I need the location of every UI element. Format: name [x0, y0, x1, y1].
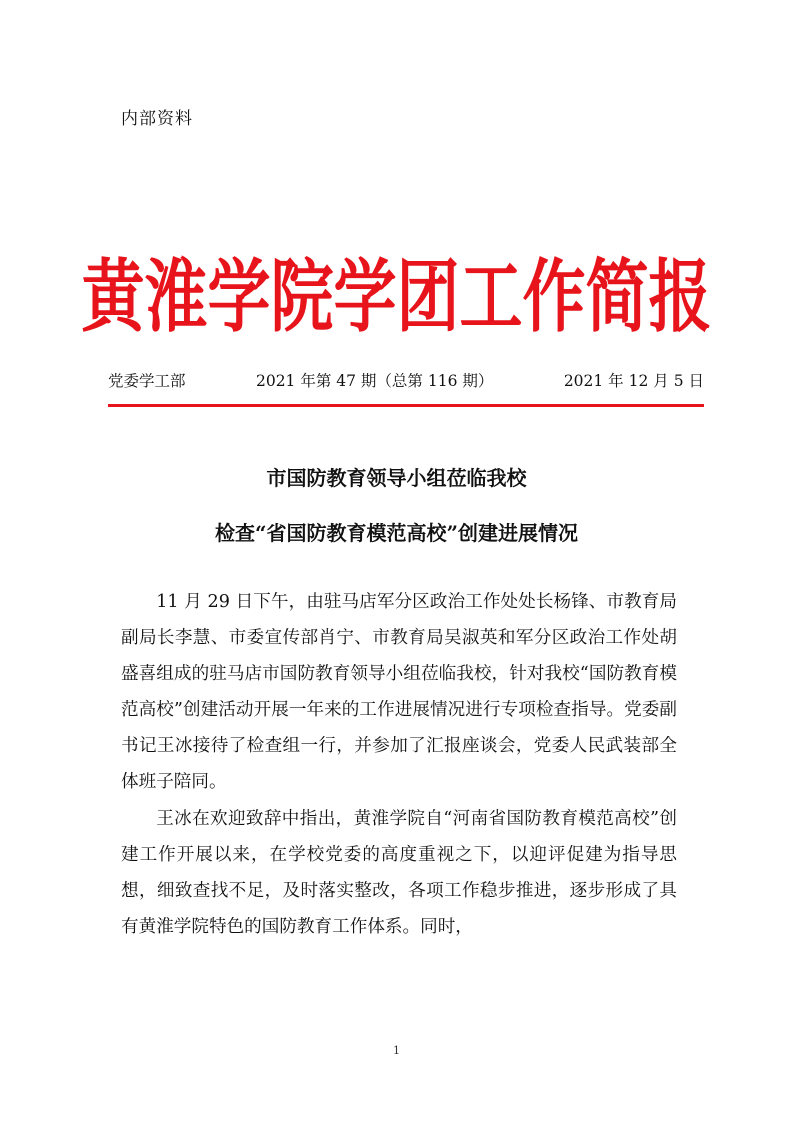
issue-info-line — [108, 369, 704, 391]
issue-number: 2021 年第 47 期（总第 116 期） — [255, 372, 494, 390]
article-title-line-1: 市国防教育领导小组莅临我校 — [266, 466, 527, 490]
issue-date: 2021 年 12 月 5 日 — [563, 372, 704, 390]
article-body — [121, 584, 677, 945]
page-number: 1 — [393, 1044, 400, 1057]
red-divider-rule — [108, 404, 704, 407]
body-paragraph: 王冰在欢迎致辞中指出，黄淮学院自“河南省国防教育模范高校”创建工作开展以来，在学校党委的高度重视之下，以迎评促建为指导思想，细致查找不足，及时落实整改，各项工作稳步推进，逐步形成了具有黄淮学院特色的国防教育工作体系。同时， — [121, 808, 677, 937]
body-paragraph: 11 月 29 日下午，由驻马店军分区政治工作处处长杨锋、市教育局副局长李慧、市委宣传部肖宁、市教育局吴淑英和军分区政治工作处胡盛喜组成的驻马店市国防教育领导小组莅临我校，针对我校“国防教育模范高校”创建活动开展一年来的工作进展情况进行专项检查指导。党委副书记王冰接待了检查组一行，并参加了汇报座谈会，党委人民武装部全体班子陪同。 — [121, 592, 677, 793]
internal-material-label: 内部资料 — [121, 109, 193, 129]
newsletter-masthead: 黄淮学院学团工作简报 — [81, 250, 712, 343]
article-title-line-2: 检查“省国防教育模范高校”创建进展情况 — [214, 521, 578, 545]
issuing-department: 党委学工部 — [108, 372, 186, 390]
